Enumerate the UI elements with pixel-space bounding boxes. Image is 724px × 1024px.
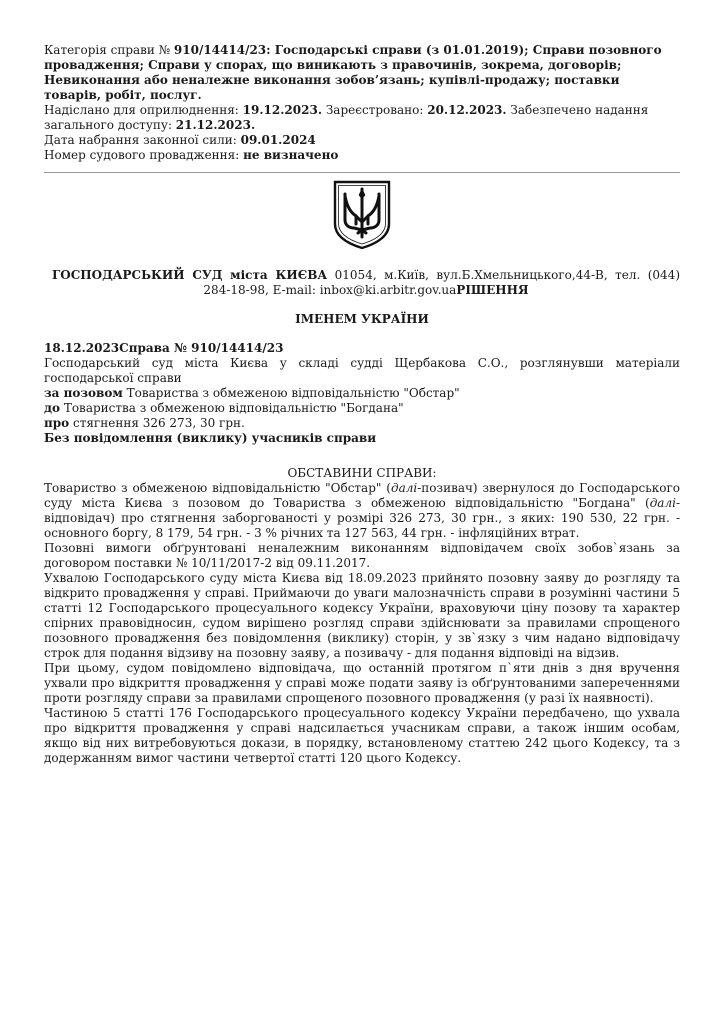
intro-paragraph: Господарський суд міста Києва у складі судді Щербакова С.О., розглянувши матеріали господарської справи: [44, 356, 680, 385]
registered-date: 20.12.2023.: [427, 103, 507, 117]
document-meta: [44, 43, 680, 163]
access-date: 21.12.2023.: [175, 118, 256, 132]
date-and-case-number: 18.12.2023Справа № 910/14414/23: [44, 341, 284, 355]
case-category-value: 910/14414/23: Господарські справи (з 01.01.2019); Справи позовного провадження; Справи у спорах, що виникають з правочинів, зокрема, договорів; Невиконання або неналежне виконання зобов’язань; купівлі-продажу; поставки товарів, робіт, послуг.: [44, 43, 662, 102]
proceeding-number: Номер судового провадження: не визначено: [44, 148, 339, 162]
in-name-of-ukraine: ІМЕНЕМ УКРАЇНИ: [295, 312, 429, 326]
court-address: 01054, м.Київ, вул.Б.Хмельницького,44-В, тел. (044) 284-18-98, E-mail: inbox@ki.arbitr.gov.ua: [203, 268, 680, 297]
court-header: [44, 268, 680, 298]
decision-title: РІШЕННЯ: [456, 283, 529, 297]
court-name: ГОСПОДАРСЬКИЙ СУД міста КИЄВА: [52, 268, 328, 282]
paragraph-4: При цьому, судом повідомлено відповідача, що останній протягом п`яти днів з дня вручення ухвали про відкриття провадження у справі може подати заяву із обґрунтованими запереченнями проти розгляду справи за правилами спрощеного позовного провадження (у разі їх наявності).: [44, 661, 680, 705]
claimant-line: за позовом Товариства з обмеженою відповідальністю "Обстар": [44, 386, 460, 400]
publication-dates: Надіслано для оприлюднення: 19.12.2023. Зареєстровано: 20.12.2023. Забезпечено надання загального доступу: 21.12.2023.: [44, 103, 649, 132]
paragraph-5: Частиною 5 статті 176 Господарського процесуального кодексу України передбачено, що ухвала про відкриття провадження у справі надсилається учасникам справи, а також іншим особам, якщо від них витребовуються докази, в порядку, встановленому статтею 242 цього Кодексу, та з додержанням вимог частини четвертої статті 120 цього Кодексу.: [44, 706, 680, 765]
paragraph-1: Товариство з обмеженою відповідальністю "Обстар" (далі-позивач) звернулося до Господарського суду міста Києва з позовом до Товариства з обмеженою відповідальністю "Богдана" (далі-відповідач) про стягнення заборгованості у розмірі 326 273, 30 грн., з яких: 190 530, 22 грн. - основного боргу, 8 179, 54 грн. - 3 % річних та 127 563, 44 грн. - інфляційних втрат.: [44, 481, 681, 540]
section-heading: ОБСТАВИНИ СПРАВИ:: [287, 466, 437, 480]
legal-force-date: Дата набрання законної сили: 09.01.2024: [44, 133, 316, 147]
no-notice-line: Без повідомлення (виклику) учасників справи: [44, 431, 377, 445]
emblem: [44, 180, 680, 252]
subject-line: про стягнення 326 273, 30 грн.: [44, 416, 245, 430]
paragraph-3: Ухвалою Господарського суду міста Києва від 18.09.2023 прийнято позовну заяву до розгляду та відкрито провадження у справі. Приймаючи до уваги малозначність справи в розумінні частини 5 статті 12 Господарського процесуального кодексу України, враховуючи ціну позову та характер спірних правовідносин, судом вирішено розгляд справи здійснювати за правилами спрощеного позовного провадження без повідомлення (виклику) сторін, у зв`язку з чим надано відповідачу строк для подання відзиву на позовну заяву, а позивачу - для подання відповіді на відзив.: [44, 571, 680, 660]
sent-date: 19.12.2023.: [242, 103, 323, 117]
paragraph-2: Позовні вимоги обґрунтовані неналежним виконанням відповідачем своїх зобов`язань за договором поставки № 10/11/2017-2 від 09.11.2017.: [44, 541, 680, 570]
case-category: Категорія справи № 910/14414/23: Господарські справи (з 01.01.2019); Справи позовного провадження; Справи у спорах, що виникають з правочинів, зокрема, договорів; Невиконання або неналежне виконання зобов’язань; купівлі-продажу; поставки товарів, робіт, послуг.: [44, 43, 662, 102]
defendant-line: до Товариства з обмеженою відповідальністю "Богдана": [44, 401, 404, 415]
divider: [44, 172, 680, 173]
trident-coat-of-arms-icon: [332, 180, 392, 250]
